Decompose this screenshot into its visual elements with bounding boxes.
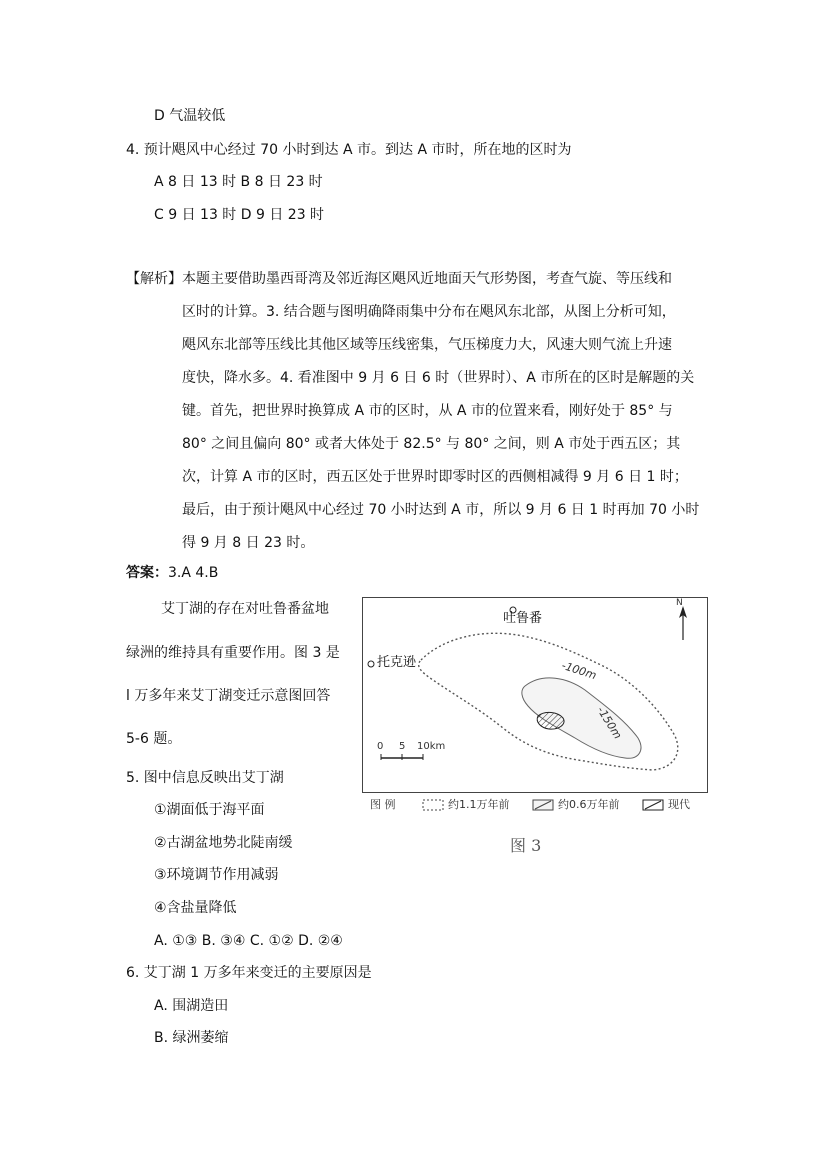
q4-stem: 4. 预计飓风中心经过 70 小时到达 A 市。到达 A 市时，所在地的区时为 [126,142,572,158]
map-frame [362,597,708,793]
contour-label-100: -100m [560,658,598,683]
legend-label-6k: 约0.6万年前 [558,798,620,811]
analysis-line: 次，计算 A 市的区时，西五区处于世界时即零时区的西侧相减得 9 月 6 日 1 时； [182,469,688,485]
contour-label-150: -150m [594,704,625,742]
analysis-line: 最后，由于预计飓风中心经过 70 小时达到 A 市，所以 9 月 6 日 1 时再加 70 小时 [182,502,700,518]
q6-stem: 6. 艾丁湖 1 万多年来变迁的主要原因是 [126,965,372,981]
figure-caption: 图 3 [510,836,542,855]
intro-line: 5-6 题。 [126,731,182,747]
modern-lake [537,712,564,729]
q6-option-b: B. 绿洲萎缩 [154,1030,229,1046]
map-legend [362,797,708,813]
q5-option: ②古湖盆地势北陡南缓 [154,835,293,851]
aiding-lake-map-figure [362,597,708,857]
legend-swatch-modern [642,799,664,811]
legend-swatch-11k [422,799,444,811]
q5-option: ①湖面低于海平面 [154,802,265,818]
toksun-marker [368,661,374,667]
q5-option: ④含盐量降低 [154,900,237,916]
city-label-turpan: 吐鲁番 [503,611,543,626]
legend-title: 图 例 [370,798,396,811]
intro-line: 艾丁湖的存在对吐鲁番盆地 [161,601,329,617]
analysis-line: 【解析】本题主要借助墨西哥湾及邻近海区飓风近地面天气形势图，考查气旋、等压线和 [126,271,672,287]
scale-label-0: 0 [377,741,384,752]
analysis-line: 80° 之间且偏向 80° 或者大体处于 82.5° 与 80° 之间，则 A 市处于西五区；其 [182,436,681,452]
answer-line [126,563,218,583]
legend-swatch-6k [532,799,554,811]
analysis-line: 区时的计算。3. 结合题与图明确降雨集中分布在飓风东北部，从图上分析可知， [182,304,676,320]
q4-options-row2: C 9 日 13 时 D 9 日 23 时 [154,207,325,223]
scale-label-10km: 10km [417,741,446,752]
north-label: N [676,598,683,608]
analysis-line: 度快，降水多。4. 看准图中 9 月 6 日 6 时（世界时）、A 市所在的区时是解题的关 [182,370,695,386]
q6-option-a: A. 围湖造田 [154,998,229,1014]
map-canvas [363,598,707,792]
analysis-line: 飓风东北部等压线比其他区域等压线密集，气压梯度力大，风速大则气流上升速 [182,337,672,353]
legend-label-11k: 约1.1万年前 [448,798,510,811]
analysis-line: 键。首先，把世界时换算成 A 市的区时，从 A 市的位置来看，刚好处于 85° 与 [182,403,673,419]
answer-value: 3.A 4.B [168,565,219,581]
q5-option: ③环境调节作用减弱 [154,867,279,883]
q3-option-d: D 气温较低 [154,108,226,124]
q4-options-row1: A 8 日 13 时 B 8 日 23 时 [154,174,323,190]
q5-choices: A. ①③ B. ③④ C. ①② D. ②④ [154,933,343,949]
scale-label-5: 5 [399,741,406,752]
intro-line: l 万多年来艾丁湖变迁示意图回答 [126,688,331,704]
answer-label: 答案： [126,565,168,581]
intro-line: 绿洲的维持具有重要作用。图 3 是 [126,645,340,661]
q5-stem: 5. 图中信息反映出艾丁湖 [126,770,284,786]
legend-label-modern: 现代 [668,798,690,811]
city-label-toksun: 托克逊 [377,655,417,670]
analysis-line: 得 9 月 8 日 23 时。 [182,535,315,551]
